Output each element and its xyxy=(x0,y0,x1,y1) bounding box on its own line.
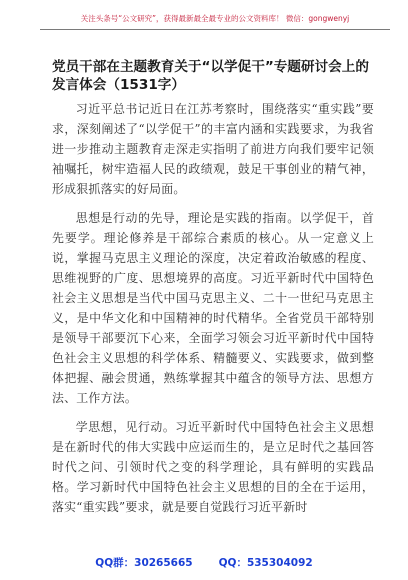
document-title: 党员干部在主题教育关于“以学促干”专题研讨会上的发言体会（1531字） xyxy=(52,59,369,93)
contact-footer xyxy=(0,555,408,570)
body-paragraph: 习近平总书记近日在江苏考察时，围绕落实“重实践”要求，深刻阐述了“以学促干”的丰富内涵和实践要求，为我省进一步推动主题教育走深走实指明了前进方向我们要牢记领袖嘱托，树牢造福人民的政绩观，鼓足干事创业的精气神，形成狠抓落实的好局面。 xyxy=(52,102,374,196)
body-paragraph: 思想是行动的先导，理论是实践的指南。以学促干，首先要学。理论修养是干部综合素质的核心。从一定意义上说，掌握马克思主义理论的深度，决定着政治敏感的程度、思维视野的广度、思想境界的高度。习近平新时代中国特色社会主义思想是当代中国马克思主义、二十一世纪马克思主义，是中华文化和中国精神的时代精华。全省党员干部特别是领导干部要沉下心来，全面学习领会习近平新时代中国特色社会主义思想的科学体系、精髓要义、实践要求，做到整体把握、融会贯通，熟练掌握其中蕴含的领导方法、思想方法、工作方法。 xyxy=(52,211,374,405)
qq-number: QQ：535304092 xyxy=(218,557,313,569)
header-banner-text: 关注头条号“公文研究”，获得最新最全最专业的公文资料库！ 微信：gongwenyj xyxy=(80,14,350,23)
body-paragraph: 学思想，见行动。习近平新时代中国特色社会主义思想是在新时代的伟大实践中应运而生的，是立足时代之基回答时代之问、引领时代之变的科学理论，具有鲜明的实践品格。学习新时代中国特色社会主义思想的目的全在于运用，落实“重实践”要求，就是要自觉践行习近平新时 xyxy=(52,420,374,514)
watermark-header xyxy=(40,14,390,24)
header-divider xyxy=(40,29,390,30)
qq-group-number: QQ群：30265665 xyxy=(95,557,193,569)
document-body xyxy=(52,99,374,517)
